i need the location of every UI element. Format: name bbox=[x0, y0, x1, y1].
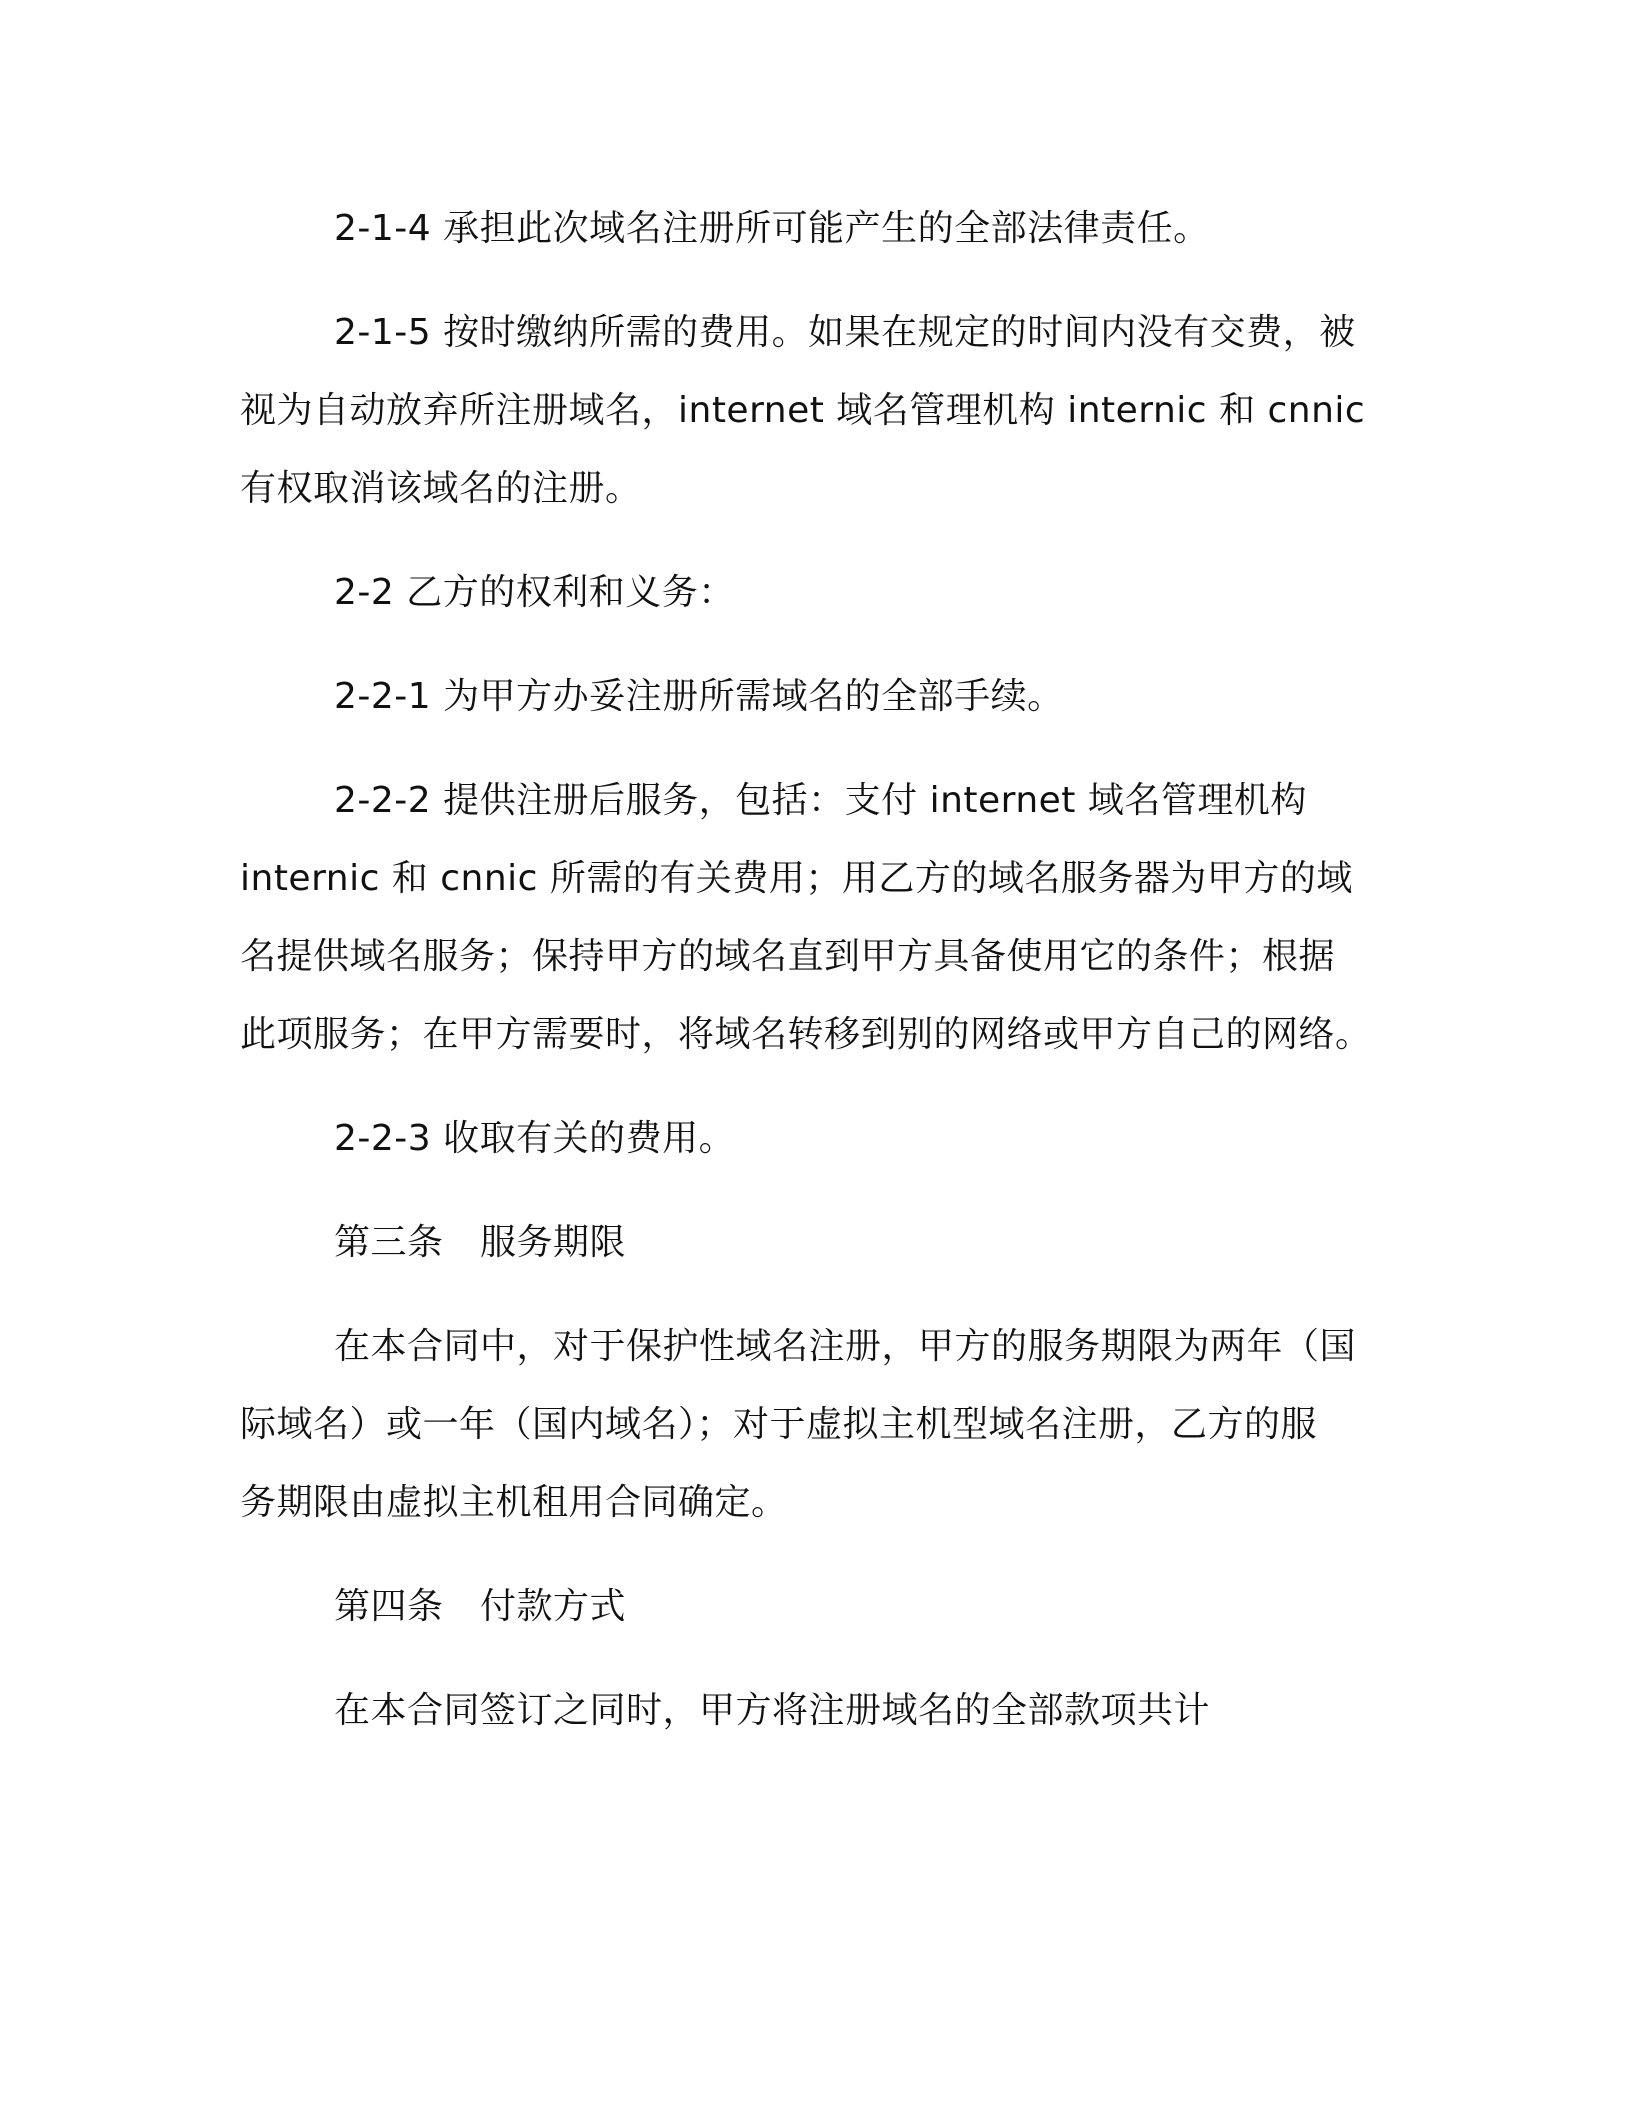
article-3-body-line-1: 在本合同中，对于保护性域名注册，甲方的服务期限为两年（国 bbox=[334, 1326, 1357, 1367]
article-4-body bbox=[240, 1672, 1375, 1750]
article-4-heading bbox=[240, 1568, 1375, 1646]
article-4-heading-line-1: 第四条 付款方式 bbox=[334, 1586, 627, 1627]
clause-2-2-2-line-1: 2-2-2 提供注册后服务，包括：支付 internet 域名管理机构 bbox=[334, 780, 1307, 821]
clause-2-2-2-line-3: 名提供域名服务；保持甲方的域名直到甲方具备使用它的条件；根据 bbox=[240, 936, 1336, 977]
clause-2-2-2-line-4: 此项服务；在甲方需要时，将域名转移到别的网络或甲方自己的网络。 bbox=[240, 1014, 1372, 1055]
clause-2-2-3-line-1: 2-2-3 收取有关的费用。 bbox=[334, 1118, 736, 1159]
article-3-body-line-2: 际域名）或一年（国内域名）；对于虚拟主机型域名注册，乙方的服 bbox=[240, 1404, 1318, 1445]
document-body bbox=[240, 190, 1375, 1776]
clause-2-2-3 bbox=[240, 1100, 1375, 1178]
article-3-heading-line-1: 第三条 服务期限 bbox=[334, 1222, 627, 1263]
clause-2-1-5-line-1: 2-1-5 按时缴纳所需的费用。如果在规定的时间内没有交费，被 bbox=[334, 312, 1356, 353]
clause-2-2-line-1: 2-2 乙方的权利和义务： bbox=[334, 572, 735, 613]
clause-2-1-5-line-3: 有权取消该域名的注册。 bbox=[240, 468, 642, 509]
article-4-body-line-1: 在本合同签订之同时，甲方将注册域名的全部款项共计 bbox=[334, 1690, 1211, 1731]
article-3-heading bbox=[240, 1204, 1375, 1282]
clause-2-1-5 bbox=[240, 294, 1375, 528]
clause-2-2-2 bbox=[240, 762, 1375, 1074]
clause-2-2-1 bbox=[240, 658, 1375, 736]
clause-2-1-4 bbox=[240, 190, 1375, 268]
clause-2-2-heading bbox=[240, 554, 1375, 632]
article-3-body-line-3: 务期限由虚拟主机租用合同确定。 bbox=[240, 1482, 788, 1523]
clause-2-2-1-line-1: 2-2-1 为甲方办妥注册所需域名的全部手续。 bbox=[334, 676, 1064, 717]
article-3-body bbox=[240, 1308, 1375, 1542]
clause-2-1-4-line-1: 2-1-4 承担此次域名注册所可能产生的全部法律责任。 bbox=[334, 208, 1210, 249]
clause-2-1-5-line-2: 视为自动放弃所注册域名，internet 域名管理机构 internic 和 cnnic bbox=[240, 390, 1366, 431]
clause-2-2-2-line-2: internic 和 cnnic 所需的有关费用；用乙方的域名服务器为甲方的域 bbox=[240, 858, 1353, 899]
